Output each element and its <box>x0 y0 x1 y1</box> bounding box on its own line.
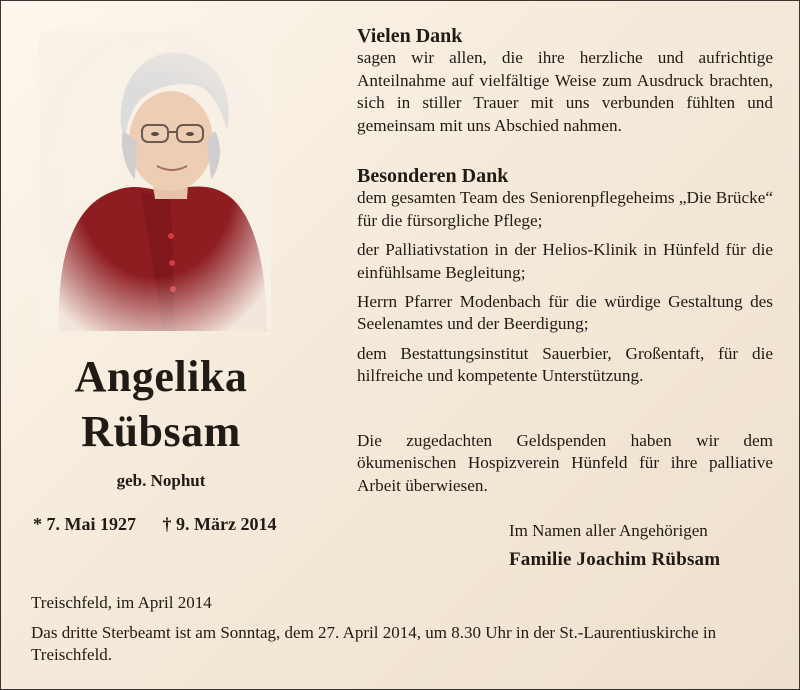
thanks-section <box>357 25 773 137</box>
life-dates <box>33 514 276 535</box>
birth-date: * 7. Mai 1927 <box>33 514 136 534</box>
place-date: Treischfeld, im April 2014 <box>31 593 212 612</box>
last-name: Rübsam <box>81 407 241 456</box>
portrait-photo <box>39 31 271 331</box>
special-thanks-item: der Palliativstation in der Helios-Klinik in Hünfeld für die einfühlsame Begleitung; <box>357 240 773 282</box>
death-date: † 9. März 2014 <box>162 514 277 534</box>
photo-vignette <box>39 31 271 331</box>
first-name: Angelika <box>74 352 248 401</box>
signature-line: Im Namen aller Angehörigen <box>509 521 708 540</box>
birth-name: geb. Nophut <box>116 471 206 490</box>
signature-family: Familie Joachim Rübsam <box>509 549 721 570</box>
special-thanks-section <box>357 165 773 388</box>
donations-text: Die zugedachten Geldspenden haben wir dem ökumenischen Hospizverein Hünfeld für ihre palliative Arbeit überwiesen. <box>357 431 773 495</box>
special-thanks-item: dem gesamten Team des Seniorenpflegeheims „Die Brücke“ für die fürsorgliche Pflege; <box>357 188 773 230</box>
thanks-text: sagen wir allen, die ihre herzliche und aufrichtige Anteilnahme auf vielfältige Weise zum Ausdruck brachten, sich in stiller Trauer mit uns verbunden fühlten und gemeinsam mit uns Abschied nahmen. <box>357 48 773 135</box>
thanks-heading: Vielen Dank <box>357 25 463 47</box>
special-thanks-heading: Besonderen Dank <box>357 165 509 187</box>
special-thanks-item: Herrn Pfarrer Modenbach für die würdige Gestaltung des Seelenamtes und der Beerdigung; <box>357 292 773 334</box>
mass-notice: Das dritte Sterbeamt ist am Sonntag, dem 27. April 2014, um 8.30 Uhr in der St.-Laurentiuskirche in Treischfeld. <box>31 623 717 665</box>
donations-section <box>357 430 773 497</box>
special-thanks-item: dem Bestattungsinstitut Sauerbier, Großentaft, für die hilfreiche und kompetente Unterstützung. <box>357 343 773 386</box>
